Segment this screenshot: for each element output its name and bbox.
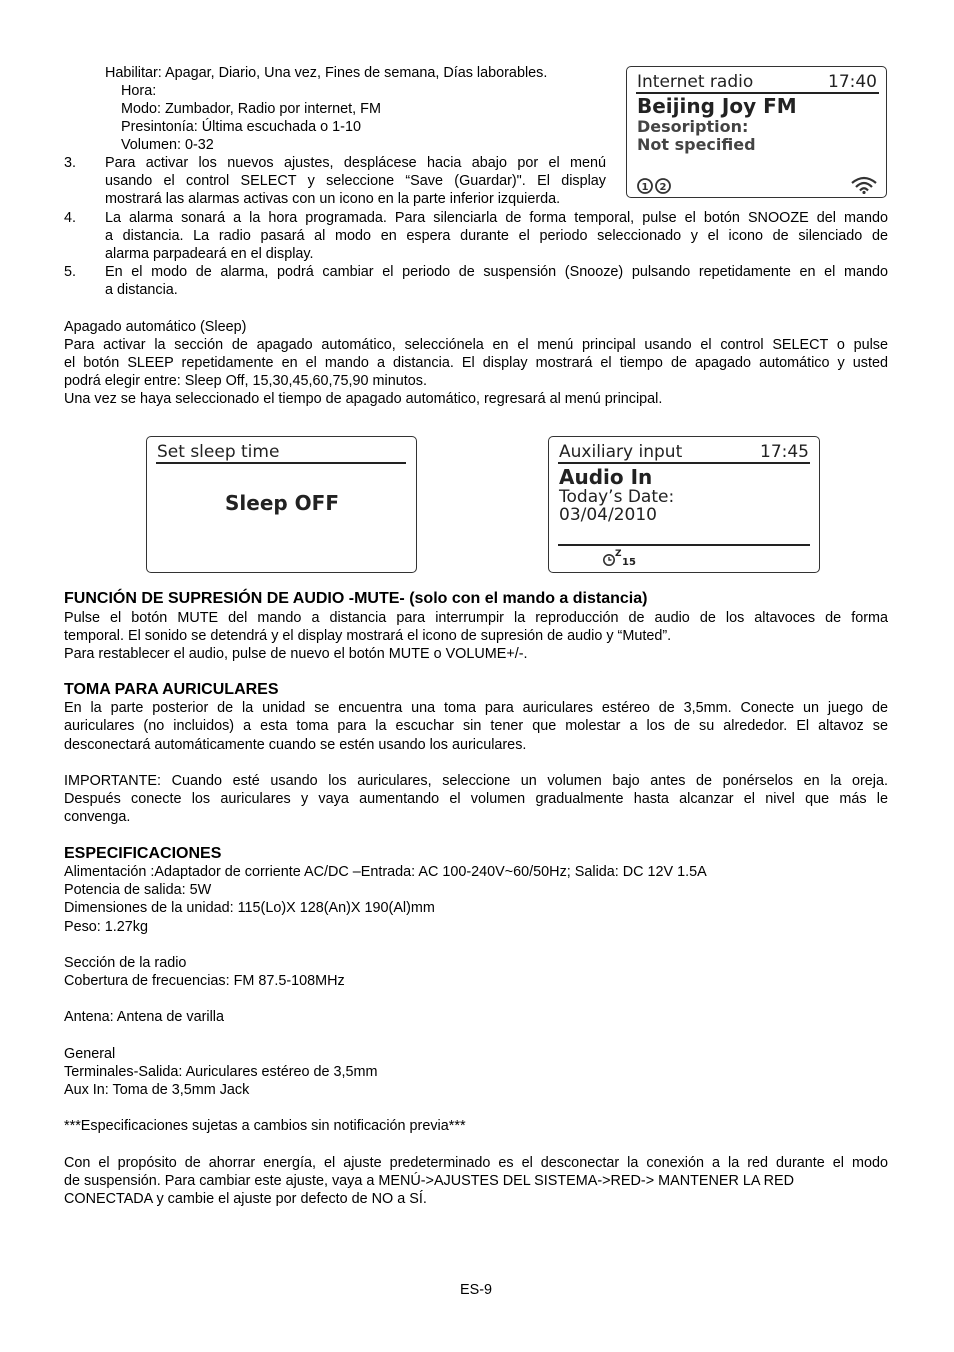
frequency-coverage: Cobertura de frecuencias: FM 87.5-108MHz <box>64 973 345 989</box>
display-divider <box>156 462 406 464</box>
headphones-text-line: auriculares (no incluidos) a esta toma para la escuchar sin tener que molestar a los de su alrededor. El altavoz se <box>64 718 888 734</box>
date-label: Today’s Date: <box>559 487 675 507</box>
step-number: 3. <box>64 155 77 171</box>
sleep-text-line: el botón SLEEP repetidamente en el mando a distancia. El display mostrará el tiempo de apagado automático y usted <box>64 355 888 371</box>
headphones-text-line: desconectará automáticamente cuando se estén usando los auriculares. <box>64 737 527 753</box>
step-text-line: Para activar los nuevos ajustes, desplácese hacia abajo por el menú <box>105 155 606 171</box>
energy-text-line: de suspensión. Para cambiar este ajuste, vaya a MENÚ->AJUSTES DEL SISTEMA->RED-> MANTENER LA RED <box>64 1173 795 1189</box>
display-clock: 17:40 <box>828 72 877 92</box>
auxiliary-input-display <box>548 436 820 573</box>
spec-line: Potencia de salida: 5W <box>64 882 212 898</box>
alarm-1-icon <box>637 177 677 195</box>
sleep-timer-icon <box>602 551 616 567</box>
display-divider <box>558 544 810 546</box>
sleep-title: Apagado automático (Sleep) <box>64 319 247 335</box>
mute-heading: FUNCIÓN DE SUPRESIÓN DE AUDIO -MUTE- (solo con el mando a distancia) <box>64 590 648 607</box>
mute-text-line: temporal. El sonido se detendrá y el display mostrará el icono de supresión de audio y “Muted”. <box>64 628 672 644</box>
specs-heading: ESPECIFICACIONES <box>64 845 222 862</box>
spec-line: Alimentación :Adaptador de corriente AC/DC –Entrada: AC 100-240V~60/50Hz; Salida: DC 12V 1.5A <box>64 864 707 880</box>
date-value: 03/04/2010 <box>559 505 657 525</box>
energy-text-line: Con el propósito de ahorrar energía, el ajuste predeterminado es el desconectar la conexión a la red durante el modo <box>64 1155 888 1171</box>
spec-line: Peso: 1.27kg <box>64 919 149 935</box>
important-text-line: IMPORTANTE: Cuando esté usando los auriculares, seleccione un volumen bajo antes de ponérselos en la oreja. <box>64 773 888 789</box>
energy-text-line: CONECTADA y cambie el ajuste por defecto de NO a SÍ. <box>64 1191 427 1207</box>
antenna-spec: Antena: Antena de varilla <box>64 1009 225 1025</box>
alarm-1-label: 1 <box>641 182 649 193</box>
terminals-spec: Terminales-Salida: Auriculares estéreo de 3,5mm <box>64 1064 378 1080</box>
alarm-mode-setting: Modo: Zumbador, Radio por internet, FM <box>121 101 381 117</box>
station-name: Beijing Joy FM <box>637 94 797 118</box>
step-text-line: mostrará las alarmas activas con un icono en la parte inferior izquierda. <box>105 191 561 207</box>
sleep-minutes: 15 <box>622 557 636 568</box>
sleep-value: Sleep OFF <box>225 491 339 515</box>
step-text-line: a distancia. La radio pasará al modo en espera durante el periodo seleccionado y el icono de silenciado de <box>105 228 888 244</box>
alarm-enable-setting: Habilitar: Apagar, Diario, Una vez, Fines de semana, Días laborables. <box>105 65 548 81</box>
sleep-text-line: Una vez se haya seleccionado el tiempo de apagado automático, regresará al menú principal. <box>64 391 663 407</box>
step-text-line: a distancia. <box>105 282 178 298</box>
step-text-line: alarma parpadeará en el display. <box>105 246 314 262</box>
step-text-line: usando el control SELECT y seleccione “Save (Guardar)". El display <box>105 173 606 189</box>
important-text-line: convenga. <box>64 809 131 825</box>
alarm-2-label: 2 <box>659 182 667 193</box>
sleep-display <box>146 436 417 573</box>
source-name: Audio In <box>559 465 653 489</box>
mute-text-line: Para restablecer el audio, pulse de nuevo el botón MUTE o VOLUME+/-. <box>64 646 528 662</box>
display-header-label: Auxiliary input <box>559 442 683 462</box>
aux-in-spec: Aux In: Toma de 3,5mm Jack <box>64 1082 250 1098</box>
alarm-time-setting: Hora: <box>121 83 157 99</box>
alarm-volume-setting: Volumen: 0-32 <box>121 137 214 153</box>
step-text-line: La alarma sonará a la hora programada. Para silenciarla de forma temporal, pulse el botón SNOOZE del mando <box>105 210 888 226</box>
mute-text-line: Pulse el botón MUTE del mando a distancia para interrumpir la reproducción de audio de los altavoces de forma <box>64 610 888 626</box>
sleep-text-line: Para activar la sección de apagado automático, selecciónela en el menú principal usando el control SELECT o pulse <box>64 337 888 353</box>
description-label: Desoription: <box>637 117 749 136</box>
page-number: ES-9 <box>460 1282 492 1298</box>
specs-notice: ***Especificaciones sujetas a cambios sin notificación previa*** <box>64 1118 466 1134</box>
headphones-text-line: En la parte posterior de la unidad se encuentra una toma para auriculares estéreo de 3,5mm. Conecte un juego de <box>64 700 888 716</box>
headphones-heading: TOMA PARA AURICULARES <box>64 681 279 698</box>
step-number: 4. <box>64 210 77 226</box>
step-number: 5. <box>64 264 77 280</box>
general-title: General <box>64 1046 116 1062</box>
sleep-z-glyph: Z <box>615 549 622 559</box>
display-header-label: Internet radio <box>637 72 754 92</box>
spec-line: Dimensiones de la unidad: 115(Lo)X 128(An)X 190(Al)mm <box>64 900 435 916</box>
sleep-text-line: podrá elegir entre: Sleep Off, 15,30,45,60,75,90 minutos. <box>64 373 427 389</box>
display-clock: 17:45 <box>760 442 809 462</box>
important-text-line: Después conecte los auriculares y vaya aumentando el volumen gradualmente hasta alcanzar el nivel que más le <box>64 791 888 807</box>
radio-section-title: Sección de la radio <box>64 955 187 971</box>
display-divider <box>558 462 810 464</box>
description-value: Not specified <box>637 135 756 154</box>
wifi-signal-icon <box>850 176 878 194</box>
alarm-preset-setting: Presintonía: Última escuchada o 1-10 <box>121 119 361 135</box>
step-text-line: En el modo de alarma, podrá cambiar el periodo de suspensión (Snooze) pulsando repetidamente en el mando <box>105 264 888 280</box>
internet-radio-display <box>626 66 887 198</box>
sleep-display-title: Set sleep time <box>157 442 280 462</box>
